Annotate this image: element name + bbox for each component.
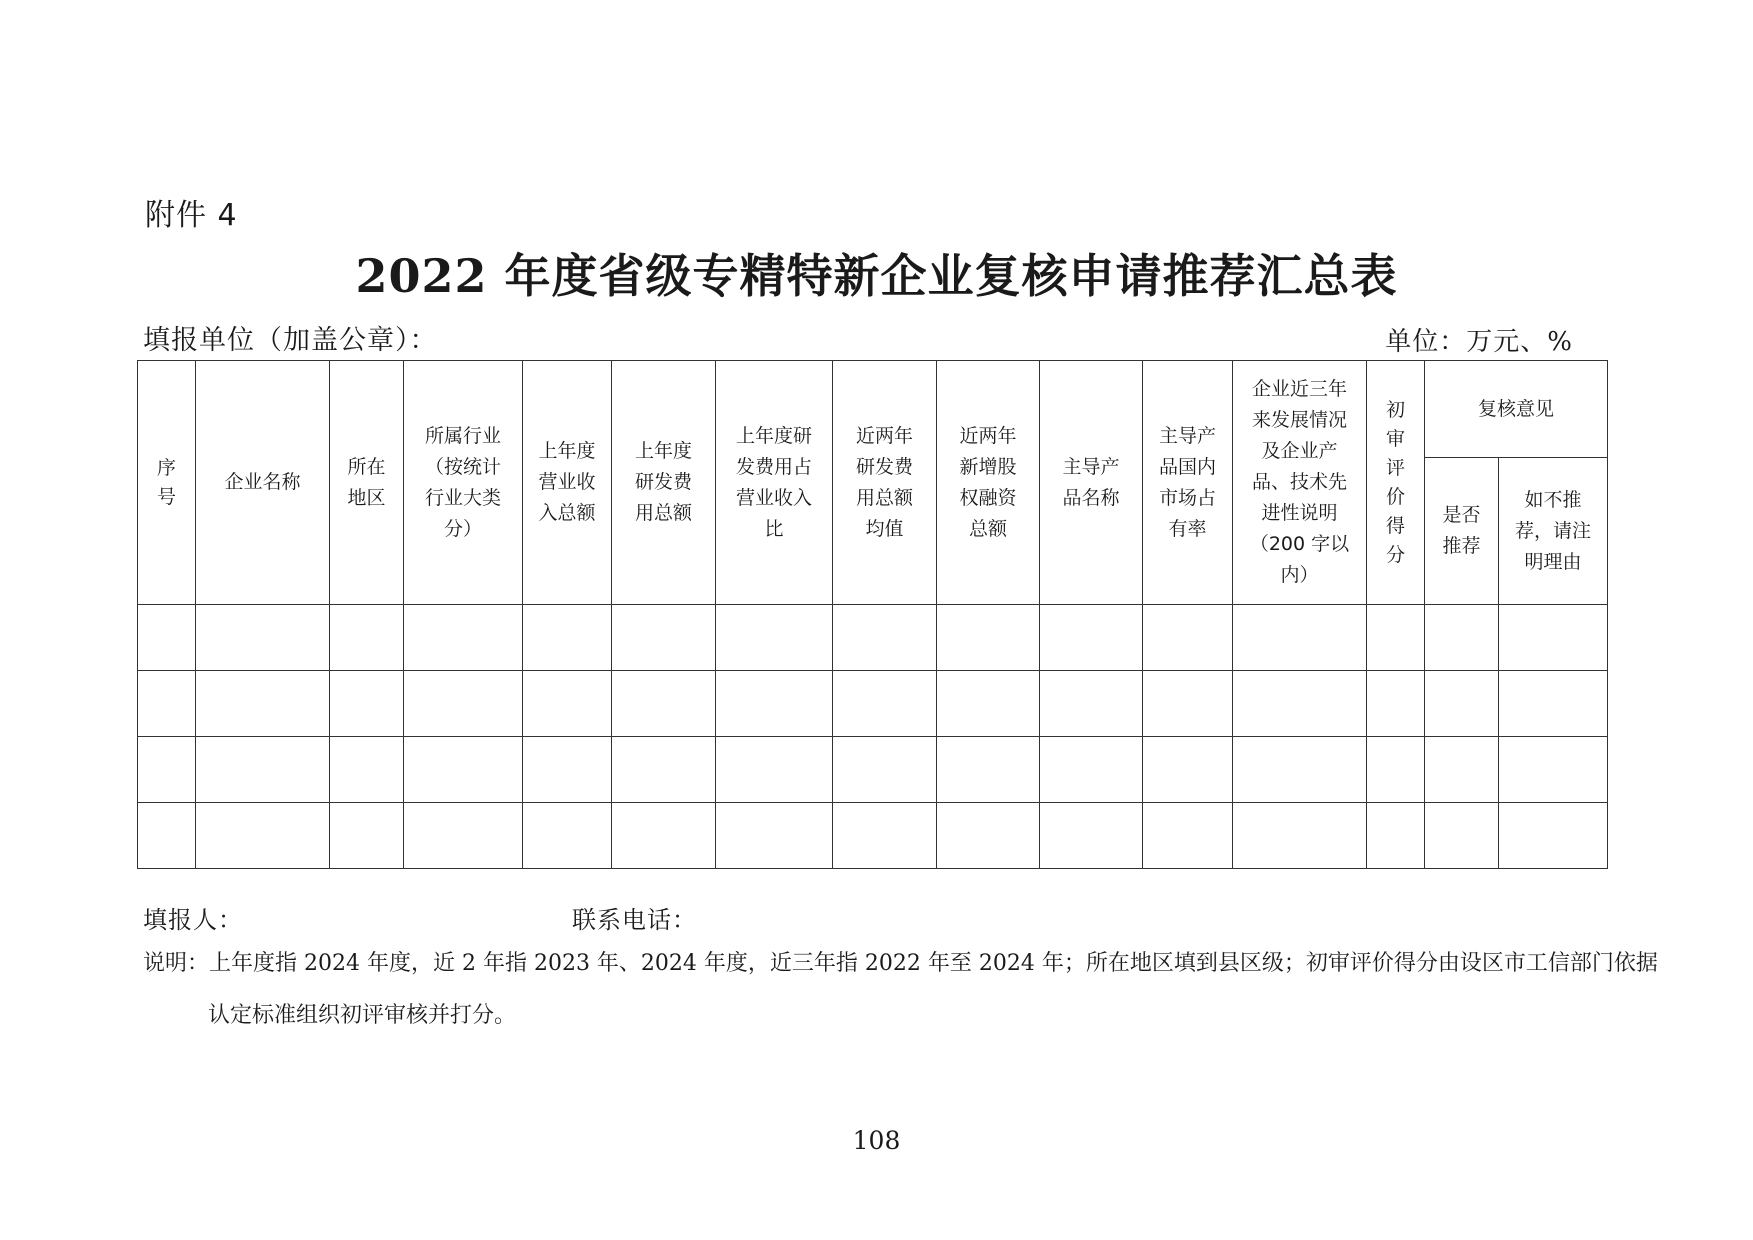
col-header-review-opinion: 复核意见 bbox=[1425, 361, 1608, 458]
col-header-rd-ratio: 上年度研 发费用占 营业收入 比 bbox=[716, 361, 833, 605]
table-cell[interactable] bbox=[523, 737, 612, 803]
table-cell[interactable] bbox=[330, 737, 404, 803]
table-cell[interactable] bbox=[1499, 605, 1608, 671]
col-header-region: 所在 地区 bbox=[330, 361, 404, 605]
col-header-reason: 如不推 荐，请注 明理由 bbox=[1499, 458, 1608, 605]
table-row bbox=[138, 737, 1608, 803]
table-cell[interactable] bbox=[1425, 605, 1499, 671]
table-cell[interactable] bbox=[612, 737, 716, 803]
page-number: 108 bbox=[852, 1126, 901, 1155]
table-cell[interactable] bbox=[196, 737, 330, 803]
col-header-equity: 近两年 新增股 权融资 总额 bbox=[937, 361, 1040, 605]
col-header-development: 企业近三年 来发展情况 及企业产 品、技术先 进性说明 （200 字以 内） bbox=[1233, 361, 1367, 605]
table-cell[interactable] bbox=[612, 671, 716, 737]
table-cell[interactable] bbox=[937, 671, 1040, 737]
phone-label: 联系电话： bbox=[572, 906, 697, 934]
table-cell[interactable] bbox=[716, 803, 833, 869]
table-cell[interactable] bbox=[404, 605, 523, 671]
table-cell[interactable] bbox=[1367, 605, 1425, 671]
table-cell[interactable] bbox=[1367, 803, 1425, 869]
table-cell[interactable] bbox=[1143, 605, 1233, 671]
table-cell[interactable] bbox=[1233, 671, 1367, 737]
summary-table bbox=[137, 360, 1608, 869]
table-cell[interactable] bbox=[1425, 671, 1499, 737]
header-row bbox=[138, 361, 1608, 458]
table-cell[interactable] bbox=[1233, 737, 1367, 803]
table-cell[interactable] bbox=[138, 671, 196, 737]
table-cell[interactable] bbox=[1499, 737, 1608, 803]
table-cell[interactable] bbox=[1367, 737, 1425, 803]
table-cell[interactable] bbox=[1040, 671, 1143, 737]
col-header-rd-expense: 上年度 研发费 用总额 bbox=[612, 361, 716, 605]
fill-unit-label: 填报单位（加盖公章）： bbox=[143, 325, 438, 356]
table-row bbox=[138, 605, 1608, 671]
table-cell[interactable] bbox=[1143, 737, 1233, 803]
table-cell[interactable] bbox=[833, 671, 937, 737]
col-header-recommend: 是否 推荐 bbox=[1425, 458, 1499, 605]
col-header-market-share: 主导产 品国内 市场占 有率 bbox=[1143, 361, 1233, 605]
table-cell[interactable] bbox=[404, 803, 523, 869]
table-cell[interactable] bbox=[330, 605, 404, 671]
table-cell[interactable] bbox=[937, 605, 1040, 671]
table-cell[interactable] bbox=[937, 737, 1040, 803]
unit-label: 单位：万元、% bbox=[1385, 327, 1573, 357]
table-cell[interactable] bbox=[523, 671, 612, 737]
table-cell[interactable] bbox=[1233, 803, 1367, 869]
table-cell[interactable] bbox=[716, 671, 833, 737]
table-cell[interactable] bbox=[138, 803, 196, 869]
table-body bbox=[138, 605, 1608, 869]
table-row bbox=[138, 671, 1608, 737]
table-cell[interactable] bbox=[833, 605, 937, 671]
table-row bbox=[138, 803, 1608, 869]
table-cell[interactable] bbox=[1143, 803, 1233, 869]
col-header-revenue: 上年度 营业收 入总额 bbox=[523, 361, 612, 605]
col-header-seq: 序 号 bbox=[138, 361, 196, 605]
table-cell[interactable] bbox=[196, 671, 330, 737]
table-cell[interactable] bbox=[1499, 671, 1608, 737]
table-cell[interactable] bbox=[1040, 737, 1143, 803]
col-header-company-name: 企业名称 bbox=[196, 361, 330, 605]
table-cell[interactable] bbox=[1233, 605, 1367, 671]
table-cell[interactable] bbox=[833, 803, 937, 869]
table-cell[interactable] bbox=[138, 605, 196, 671]
table-cell[interactable] bbox=[1040, 803, 1143, 869]
table-cell[interactable] bbox=[833, 737, 937, 803]
table-cell[interactable] bbox=[330, 803, 404, 869]
table-cell[interactable] bbox=[1425, 803, 1499, 869]
col-header-initial-score: 初 审 评 价 得 分 bbox=[1367, 361, 1425, 605]
reporter-label: 填报人： bbox=[143, 906, 243, 934]
table-cell[interactable] bbox=[1499, 803, 1608, 869]
table-cell[interactable] bbox=[523, 605, 612, 671]
table-cell[interactable] bbox=[1425, 737, 1499, 803]
table-cell[interactable] bbox=[937, 803, 1040, 869]
col-header-main-product: 主导产 品名称 bbox=[1040, 361, 1143, 605]
table-cell[interactable] bbox=[1040, 605, 1143, 671]
table-cell[interactable] bbox=[404, 671, 523, 737]
col-header-rd-avg: 近两年 研发费 用总额 均值 bbox=[833, 361, 937, 605]
table-cell[interactable] bbox=[523, 803, 612, 869]
note-line-1: 说明：上年度指 2024 年度，近 2 年指 2023 年、2024 年度，近三年指 2022 年至 2024 年；所在地区填到县区级；初审评价得分由设区市工信部门依据 bbox=[143, 951, 1658, 976]
col-header-industry: 所属行业 （按统计 行业大类 分） bbox=[404, 361, 523, 605]
table-cell[interactable] bbox=[612, 605, 716, 671]
table-cell[interactable] bbox=[716, 605, 833, 671]
table-cell[interactable] bbox=[716, 737, 833, 803]
table-cell[interactable] bbox=[612, 803, 716, 869]
table-cell[interactable] bbox=[404, 737, 523, 803]
table-cell[interactable] bbox=[1367, 671, 1425, 737]
table-cell[interactable] bbox=[1143, 671, 1233, 737]
table-cell[interactable] bbox=[196, 605, 330, 671]
attachment-label: 附件 4 bbox=[145, 198, 238, 233]
table-cell[interactable] bbox=[196, 803, 330, 869]
note-line-2: 认定标准组织初评审核并打分。 bbox=[208, 1003, 517, 1028]
table-cell[interactable] bbox=[330, 671, 404, 737]
table-cell[interactable] bbox=[138, 737, 196, 803]
page-title: 2022 年度省级专精特新企业复核申请推荐汇总表 bbox=[355, 249, 1398, 303]
